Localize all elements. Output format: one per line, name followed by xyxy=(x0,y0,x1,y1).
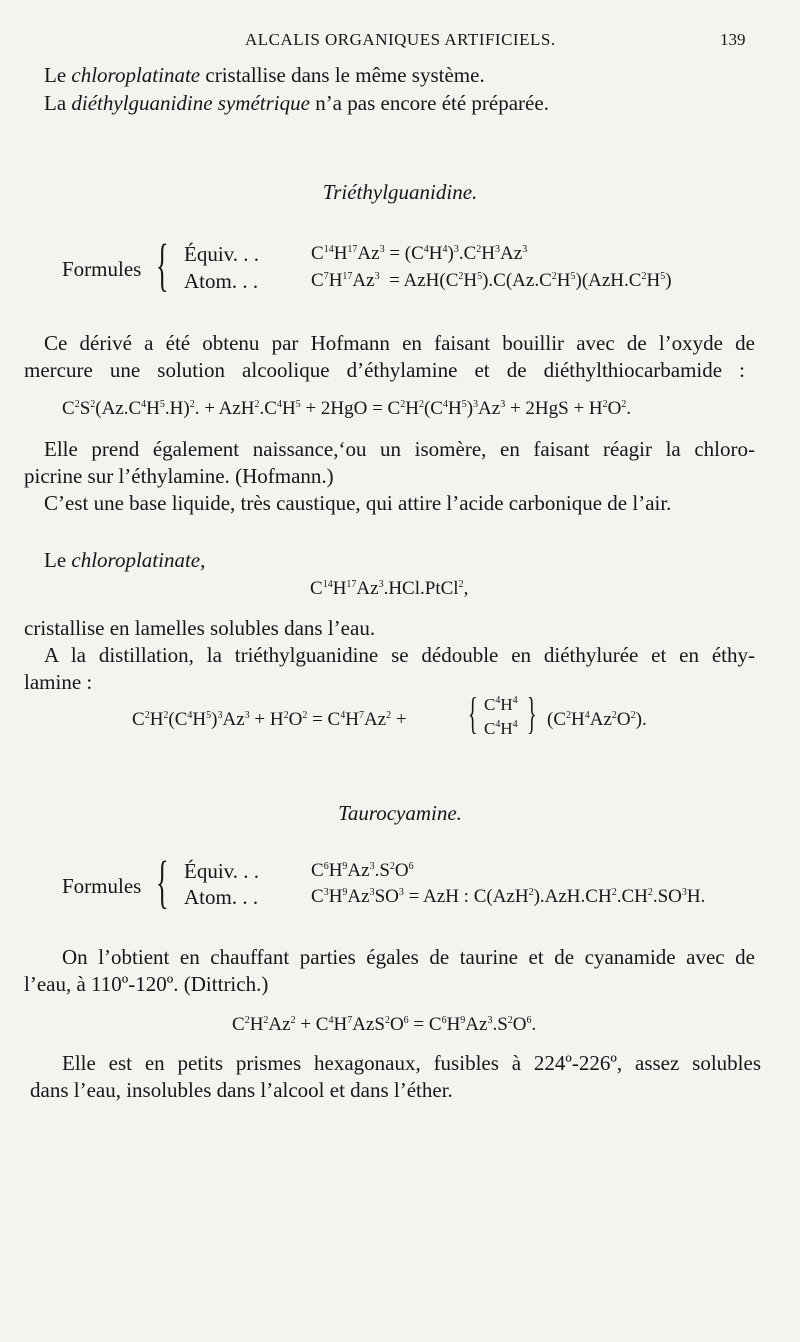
equiv-formula: $C^6H^9Az^3.S^2O^6$ xyxy=(311,860,414,881)
running-title: ALCALIS ORGANIQUES ARTIFICIELS. xyxy=(245,30,556,49)
brace-right: } xyxy=(527,689,537,738)
equiv-label: Équiv. . . xyxy=(184,242,260,266)
paragraph-line: cristallise en lamelles solubles dans l’eau. xyxy=(24,616,376,640)
intro-text: Le xyxy=(44,548,72,572)
reaction-equation-3: $C^2H^2Az^2 + C^4H^7AzS^2O^6 = C^6H^9Az^3.S^2O^6$. xyxy=(232,1014,537,1035)
paragraph-line: lamine : xyxy=(24,670,93,694)
paragraph-line: On l’obtient en chauffant parties égales de taurine et de cyanamide avec de xyxy=(62,945,755,969)
atom-formula: $C^3H^9Az^3SO^3$ = AzH : $C(AzH^2).AzH.CH^2.CH^2.SO^3H$. xyxy=(311,886,706,907)
intro-text: Le xyxy=(44,63,72,87)
paragraph-line: Elle est en petits prismes hexagonaux, fusibles à 224º-226º, assez solubles xyxy=(62,1051,761,1075)
paragraph-line: A la distillation, la triéthylguanidine se dédouble en diéthylurée et en éthy- xyxy=(44,643,755,667)
reaction-equation-1: $C^2S^2(Az.C^4H^5.H)^2$. + $AzH^2.C^4H^5 + 2HgO = C^2H^2(C^4H^5)^3Az^3 + 2HgS + H^2O^2$. xyxy=(62,398,632,419)
paragraph-line: dans l’eau, insolubles dans l’alcool et dans l’éther. xyxy=(30,1078,453,1102)
brace-left: { xyxy=(468,689,478,738)
section-heading-triethylguanidine: Triéthylguanidine. xyxy=(322,180,478,204)
paragraph-line: picrine sur l’éthylamine. (Hofmann.) xyxy=(24,464,334,488)
intro-emphasis: chloroplatinate xyxy=(71,63,201,87)
reaction-equation-2: $C^2H^2(C^4H^5)^3Az^3 + H^2O^2 = C^4H^7Az^2$ + xyxy=(132,709,407,730)
formules-label: Formules xyxy=(62,874,142,898)
equiv-formula: $C^{14}H^{17}Az^3 = (C^4H^4)^3.C^2H^3Az^3$ xyxy=(311,243,528,264)
intro-emphasis: diéthylguanidine symétrique xyxy=(71,91,310,115)
chloroplatinate-line xyxy=(44,547,205,573)
running-header xyxy=(0,30,800,54)
intro-text: La xyxy=(44,91,72,115)
stacked-formula-top: $C^4H^4$ xyxy=(484,695,518,714)
atom-label: Atom. . . xyxy=(184,885,259,909)
intro-line-2 xyxy=(44,90,549,116)
page-number: 139 xyxy=(720,30,746,49)
paragraph-line: Elle prend également naissance,ʻou un isomère, en faisant réagir la chloro- xyxy=(44,437,755,461)
reaction-equation-2-tail: $(C^2H^4Az^2O^2)$. xyxy=(547,709,647,730)
chloroplatinate-formula: $C^{14}H^{17}Az^3.HCl.PtCl^2$, xyxy=(310,578,469,599)
chloroplatinate-emphasis: chloroplatinate, xyxy=(71,548,206,572)
intro-text: n’a pas encore été préparée. xyxy=(309,91,549,115)
brace-left: { xyxy=(156,849,169,914)
atom-formula: $C^7H^{17}Az^3 = AzH(C^2H^5).C(Az.C^2H^5)(AzH.C^2H^5)$ xyxy=(311,270,672,291)
stacked-formula-bottom: $C^4H^4$ xyxy=(484,719,518,738)
equiv-label: Équiv. . . xyxy=(184,859,260,883)
paragraph-line: Ce dérivé a été obtenu par Hofmann en faisant bouillir avec de l’oxyde de xyxy=(44,331,755,355)
atom-label: Atom. . . xyxy=(184,269,259,293)
paragraph-line: mercure une solution alcoolique d’éthylamine et de diéthylthiocarbamide : xyxy=(24,358,745,382)
intro-text: cristallise dans le même système. xyxy=(200,63,485,87)
paragraph-line: l’eau, à 110º-120º. (Dittrich.) xyxy=(24,972,269,996)
intro-line-1 xyxy=(44,62,485,88)
section-heading-taurocyamine: Taurocyamine. xyxy=(338,801,462,825)
paragraph-line: C’est une base liquide, très caustique, qui attire l’acide carbonique de l’air. xyxy=(44,491,672,515)
brace-left: { xyxy=(156,232,169,297)
formules-label: Formules xyxy=(62,257,142,281)
